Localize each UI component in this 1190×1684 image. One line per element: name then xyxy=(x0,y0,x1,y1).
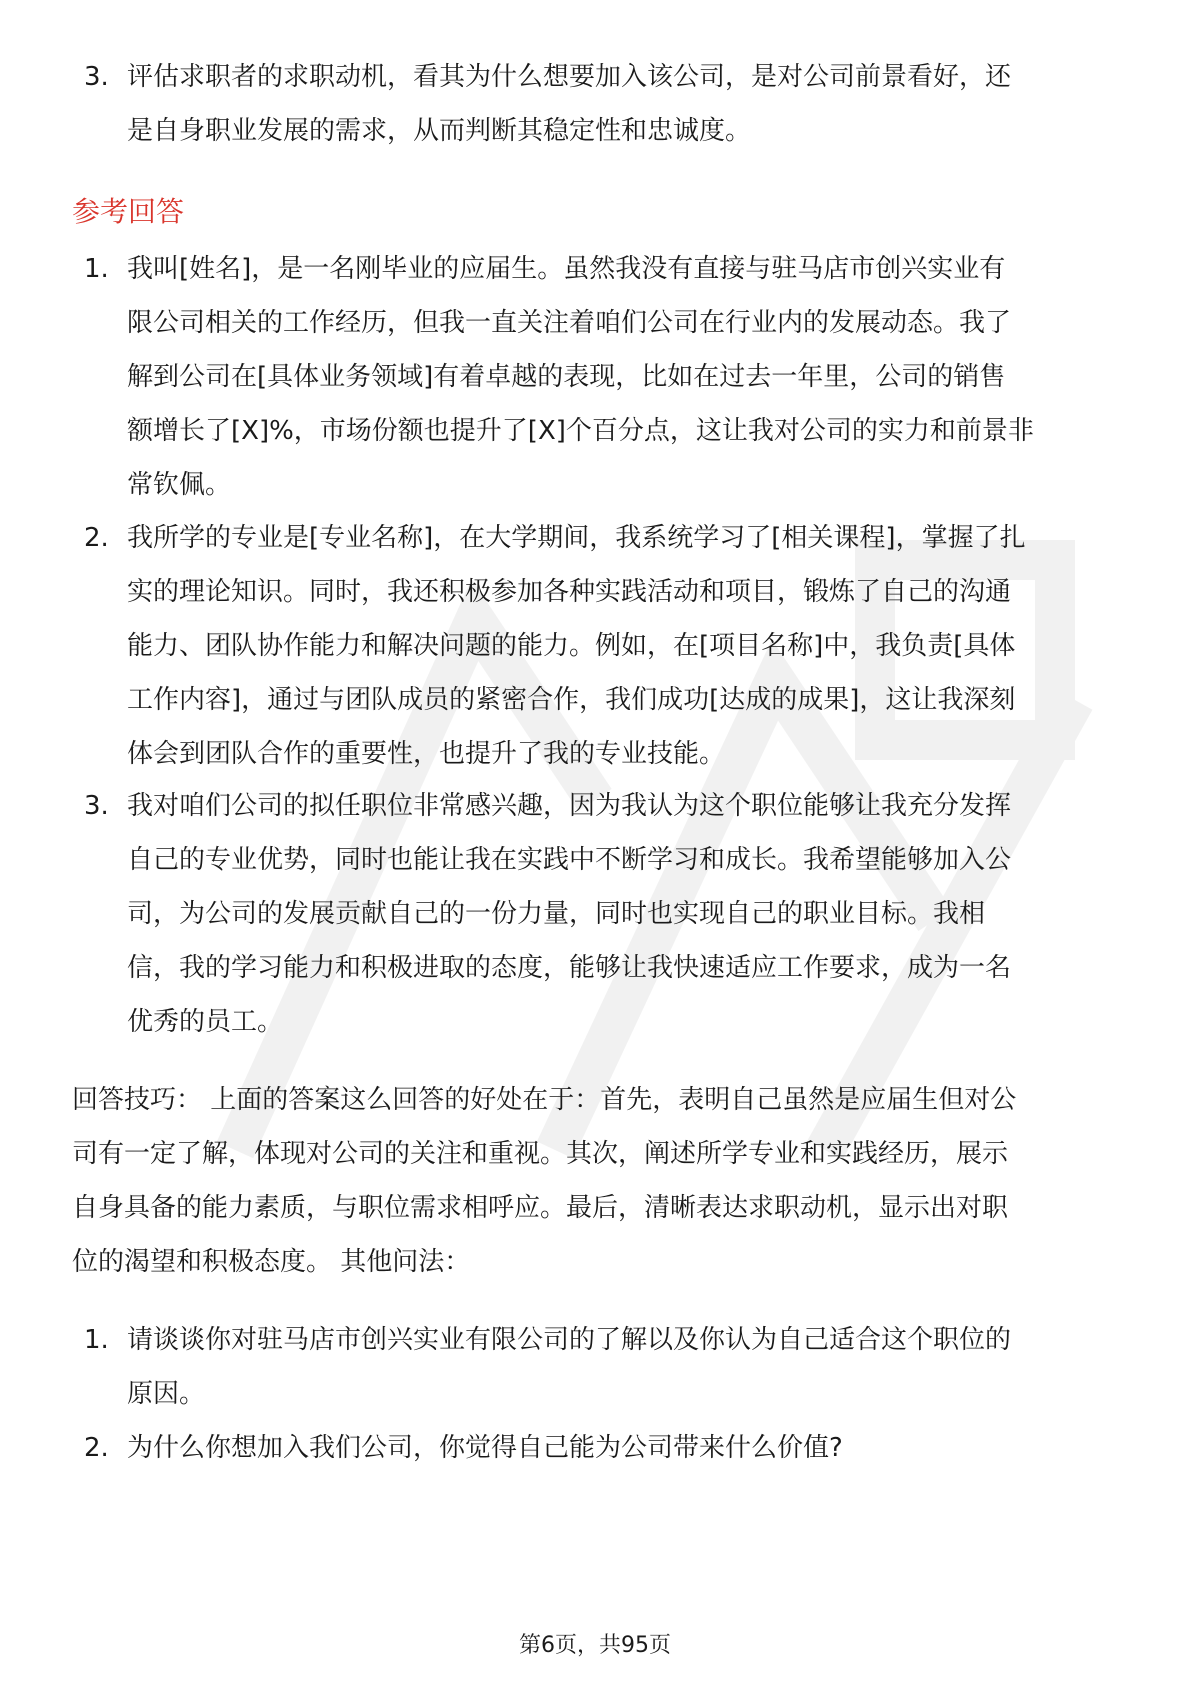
list-number: 2. xyxy=(84,523,109,553)
text-line: 司，为公司的发展贡献自己的一份力量，同时也实现自己的职业目标。我相 xyxy=(127,899,986,929)
text-line: 原因。 xyxy=(127,1379,206,1409)
text-line: 我叫[姓名]，是一名刚毕业的应届生。虽然我没有直接与驻马店市创兴实业有 xyxy=(127,254,1006,284)
list-number: 2. xyxy=(84,1433,109,1463)
text-line: 体会到团队合作的重要性，也提升了我的专业技能。 xyxy=(127,739,726,769)
text-line: 请谈谈你对驻马店市创兴实业有限公司的了解以及你认为自己适合这个职位的 xyxy=(127,1325,1012,1355)
text-line: 我所学的专业是[专业名称]，在大学期间，我系统学习了[相关课程]，掌握了扎 xyxy=(127,523,1026,553)
text-line: 常钦佩。 xyxy=(127,470,232,500)
text-line: 我对咱们公司的拟任职位非常感兴趣，因为我认为这个职位能够让我充分发挥 xyxy=(127,791,1012,821)
text-line: 额增长了[X]%，市场份额也提升了[X]个百分点，这让我对公司的实力和前景非 xyxy=(127,416,1034,446)
text-line: 自身具备的能力素质，与职位需求相呼应。最后，清晰表达求职动机，显示出对职 xyxy=(72,1193,1009,1223)
text-line: 解到公司在[具体业务领域]有着卓越的表现，比如在过去一年里，公司的销售 xyxy=(127,362,1006,392)
list-number: 1. xyxy=(84,254,109,284)
list-number: 3. xyxy=(84,791,109,821)
text-line: 工作内容]，通过与团队成员的紧密合作，我们成功[达成的成果]，这让我深刻 xyxy=(127,685,1016,715)
text-line: 司有一定了解，体现对公司的关注和重视。其次，阐述所学专业和实践经历，展示 xyxy=(72,1139,1009,1169)
text-line: 位的渴望和积极态度。 其他问法： xyxy=(72,1247,471,1277)
page-footer: 第6页，共95页 xyxy=(519,1633,671,1658)
text-line: 为什么你想加入我们公司，你觉得自己能为公司带来什么价值? xyxy=(127,1433,843,1463)
text-line: 评估求职者的求职动机，看其为什么想要加入该公司，是对公司前景看好，还 xyxy=(127,62,1012,92)
text-line: 优秀的员工。 xyxy=(127,1007,284,1037)
text-line: 回答技巧： 上面的答案这么回答的好处在于：首先，表明自己虽然是应届生但对公 xyxy=(72,1085,1017,1115)
text-line: 是自身职业发展的需求，从而判断其稳定性和忠诚度。 xyxy=(127,116,752,146)
text-line: 自己的专业优势，同时也能让我在实践中不断学习和成长。我希望能够加入公 xyxy=(127,845,1012,875)
text-line: 限公司相关的工作经历，但我一直关注着咱们公司在行业内的发展动态。我了 xyxy=(127,308,1012,338)
text-line: 实的理论知识。同时，我还积极参加各种实践活动和项目，锻炼了自己的沟通 xyxy=(127,577,1012,607)
text-line: 信，我的学习能力和积极进取的态度，能够让我快速适应工作要求，成为一名 xyxy=(127,953,1012,983)
list-number: 3. xyxy=(84,62,109,92)
text-line: 能力、团队协作能力和解决问题的能力。例如，在[项目名称]中，我负责[具体 xyxy=(127,631,1016,661)
section-heading: 参考回答 xyxy=(72,195,185,228)
list-number: 1. xyxy=(84,1325,109,1355)
